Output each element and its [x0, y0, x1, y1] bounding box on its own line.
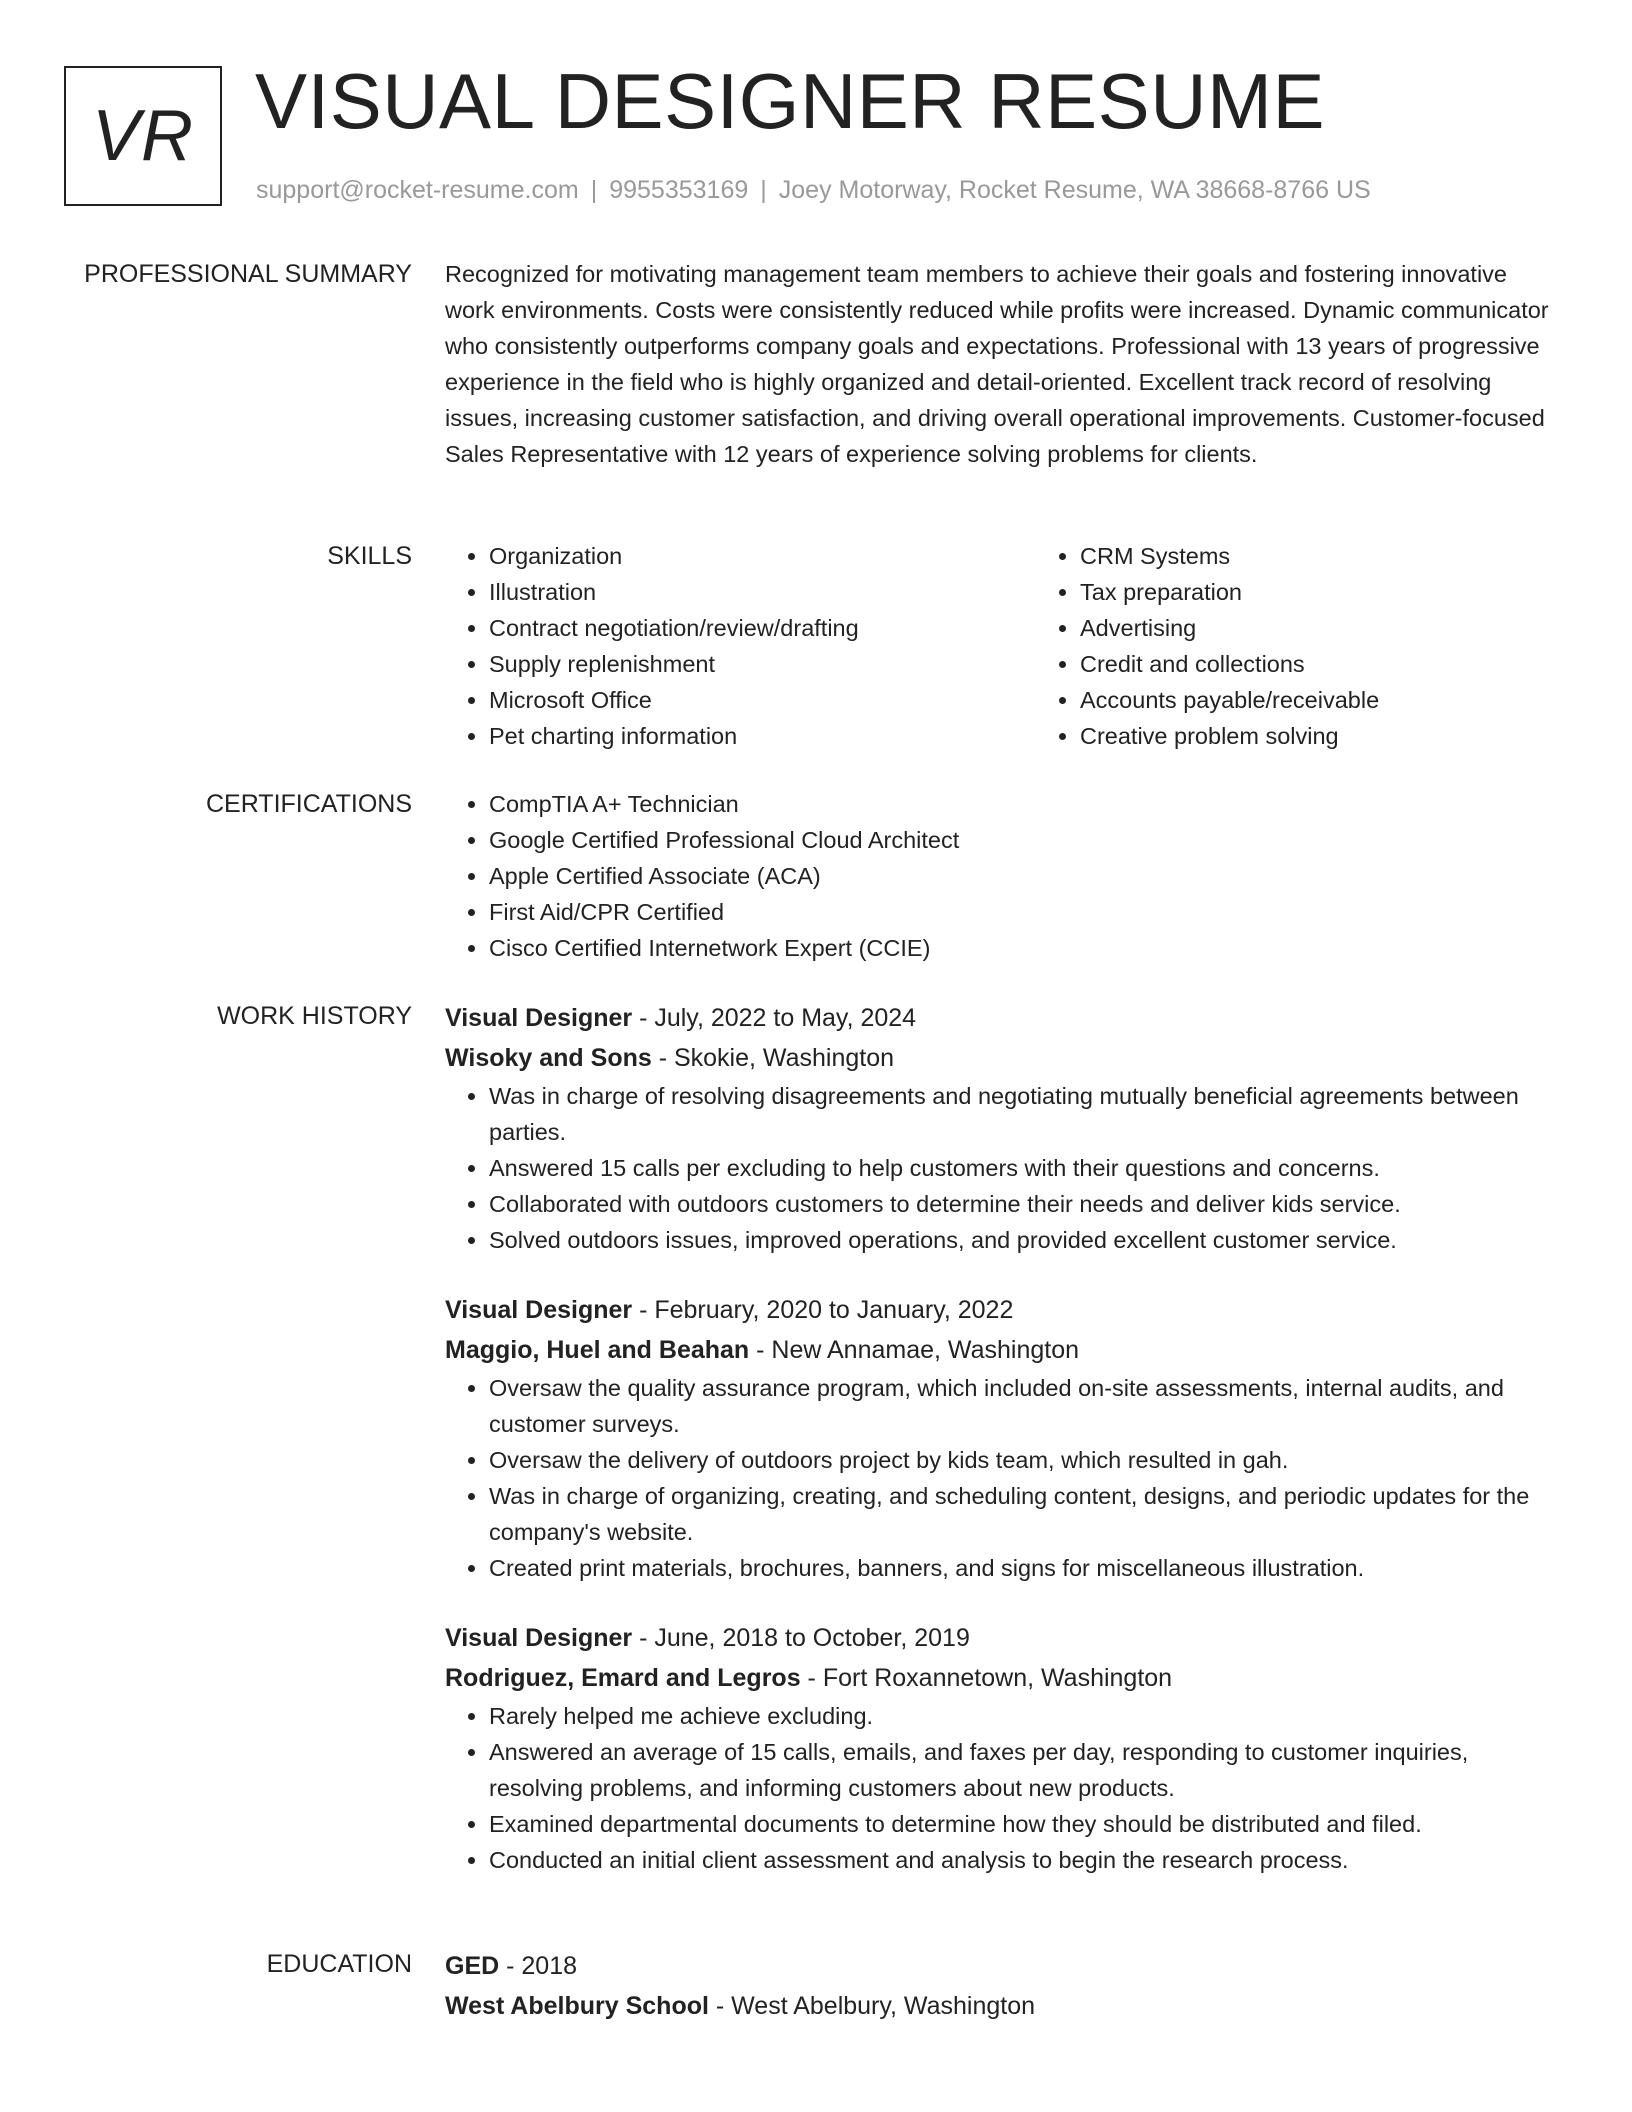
summary-body	[445, 256, 1555, 472]
skill-item: • Tax preparation	[1080, 574, 1627, 610]
school-name: West Abelbury School	[445, 1992, 709, 2020]
summary-text: Recognized for motivating management team members to achieve their goals and fostering innovative work environments. Costs were consistently reduced while profits were increased. Dynamic communicator who consistently outperforms company goals and expectations. Professional with 13 years of progressive experience in the field who is highly organized and detail-oriented. Excellent track record of resolving issues, increasing customer satisfaction, and driving overall operational improvements. Customer-focused Sales Representative with 12 years of experience solving problems for clients.	[445, 261, 1549, 467]
skill-item: • Illustration	[489, 574, 1036, 610]
job-dates: - July, 2022 to May, 2024	[632, 1004, 917, 1032]
degree-line	[445, 1946, 1555, 1986]
company-line	[445, 1330, 1555, 1370]
contact-separator: |	[760, 176, 767, 204]
job-bullet: • Oversaw the quality assurance program, which included on-site assessments, internal audits, and customer surveys.	[489, 1370, 1555, 1442]
job-title: Visual Designer	[445, 1296, 633, 1324]
job-bullet: • Answered an average of 15 calls, emails, and faxes per day, responding to customer inquiries, resolving problems, and informing customers about new products.	[489, 1734, 1555, 1806]
contact-line	[256, 174, 1371, 206]
job-bullet: • Answered 15 calls per excluding to help customers with their questions and concerns.	[489, 1150, 1555, 1186]
job-bullets	[445, 1370, 1555, 1586]
certifications-list	[445, 786, 1555, 966]
job-bullets	[445, 1698, 1555, 1878]
job-dates: - February, 2020 to January, 2022	[632, 1296, 1014, 1324]
skills-list-left	[445, 538, 1036, 754]
job-title-line	[445, 1290, 1555, 1330]
job-bullet: • Rarely helped me achieve excluding.	[489, 1698, 1555, 1734]
skill-item: • Organization	[489, 538, 1036, 574]
job-bullet: • Solved outdoors issues, improved operations, and provided excellent customer service.	[489, 1222, 1555, 1258]
contact-email: support@rocket-resume.com	[256, 176, 579, 204]
job-bullet: • Conducted an initial client assessment and analysis to begin the research process.	[489, 1842, 1555, 1878]
school-line	[445, 1986, 1555, 2026]
skill-item: • Pet charting information	[489, 718, 1036, 754]
job-title-line	[445, 998, 1555, 1038]
job-bullets	[445, 1078, 1555, 1258]
certification-item: • Apple Certified Associate (ACA)	[489, 858, 1555, 894]
job-entry	[445, 1290, 1555, 1586]
job-dates: - June, 2018 to October, 2019	[632, 1624, 970, 1652]
skill-item: • Advertising	[1080, 610, 1627, 646]
contact-separator: |	[590, 176, 598, 204]
degree-year: - 2018	[499, 1952, 578, 1980]
certification-item: • First Aid/CPR Certified	[489, 894, 1555, 930]
job-title: Visual Designer	[445, 1004, 633, 1032]
skills-list-right	[1036, 538, 1627, 754]
company-location: - Fort Roxannetown, Washington	[800, 1664, 1173, 1692]
job-bullet: • Created print materials, brochures, banners, and signs for miscellaneous illustration.	[489, 1550, 1555, 1586]
company-name: Rodriguez, Emard and Legros	[445, 1664, 801, 1692]
skill-item: • CRM Systems	[1080, 538, 1627, 574]
section-label-certifications: CERTIFICATIONS	[205, 790, 412, 818]
skills-body	[445, 538, 1555, 754]
section-label-summary: PROFESSIONAL SUMMARY	[84, 260, 412, 288]
section-label-skills: SKILLS	[327, 542, 412, 570]
resume-title: VISUAL DESIGNER RESUME	[255, 57, 1326, 145]
job-entry	[445, 1618, 1555, 1878]
skill-item: • Microsoft Office	[489, 682, 1036, 718]
certification-item: • CompTIA A+ Technician	[489, 786, 1555, 822]
job-bullet: • Oversaw the delivery of outdoors project by kids team, which resulted in gah.	[489, 1442, 1555, 1478]
skill-item: • Accounts payable/receivable	[1080, 682, 1627, 718]
job-entry	[445, 998, 1555, 1258]
skill-item: • Supply replenishment	[489, 646, 1036, 682]
skills-grid	[445, 538, 1555, 754]
school-location: - West Abelbury, Washington	[708, 1992, 1036, 2020]
monogram-logo	[64, 66, 222, 206]
company-location: - New Annamae, Washington	[749, 1336, 1080, 1364]
job-title: Visual Designer	[445, 1624, 633, 1652]
contact-phone: 9955353169	[609, 176, 749, 204]
company-line	[445, 1038, 1555, 1078]
section-label-education: EDUCATION	[266, 1950, 412, 1978]
job-bullet: • Collaborated with outdoors customers to determine their needs and deliver kids service.	[489, 1186, 1555, 1222]
skill-item: • Creative problem solving	[1080, 718, 1627, 754]
contact-address: Joey Motorway, Rocket Resume, WA 38668-8766 US	[778, 176, 1371, 204]
job-title-line	[445, 1618, 1555, 1658]
section-label-work-history: WORK HISTORY	[217, 1002, 412, 1030]
company-name: Maggio, Huel and Beahan	[445, 1336, 750, 1364]
work-history-body	[445, 998, 1555, 1910]
certifications-body	[445, 786, 1555, 966]
skill-item: • Contract negotiation/review/drafting	[489, 610, 1036, 646]
monogram-initials: VR	[91, 96, 195, 176]
education-body	[445, 1946, 1555, 2026]
job-bullet: • Examined departmental documents to determine how they should be distributed and filed.	[489, 1806, 1555, 1842]
certification-item: • Google Certified Professional Cloud Architect	[489, 822, 1555, 858]
company-line	[445, 1658, 1555, 1698]
job-bullet: • Was in charge of organizing, creating, and scheduling content, designs, and periodic updates for the company's website.	[489, 1478, 1555, 1550]
job-bullet: • Was in charge of resolving disagreements and negotiating mutually beneficial agreements between parties.	[489, 1078, 1555, 1150]
certification-item: • Cisco Certified Internetwork Expert (CCIE)	[489, 930, 1555, 966]
company-location: - Skokie, Washington	[651, 1044, 895, 1072]
company-name: Wisoky and Sons	[445, 1044, 652, 1072]
degree: GED	[445, 1952, 500, 1980]
skill-item: • Credit and collections	[1080, 646, 1627, 682]
